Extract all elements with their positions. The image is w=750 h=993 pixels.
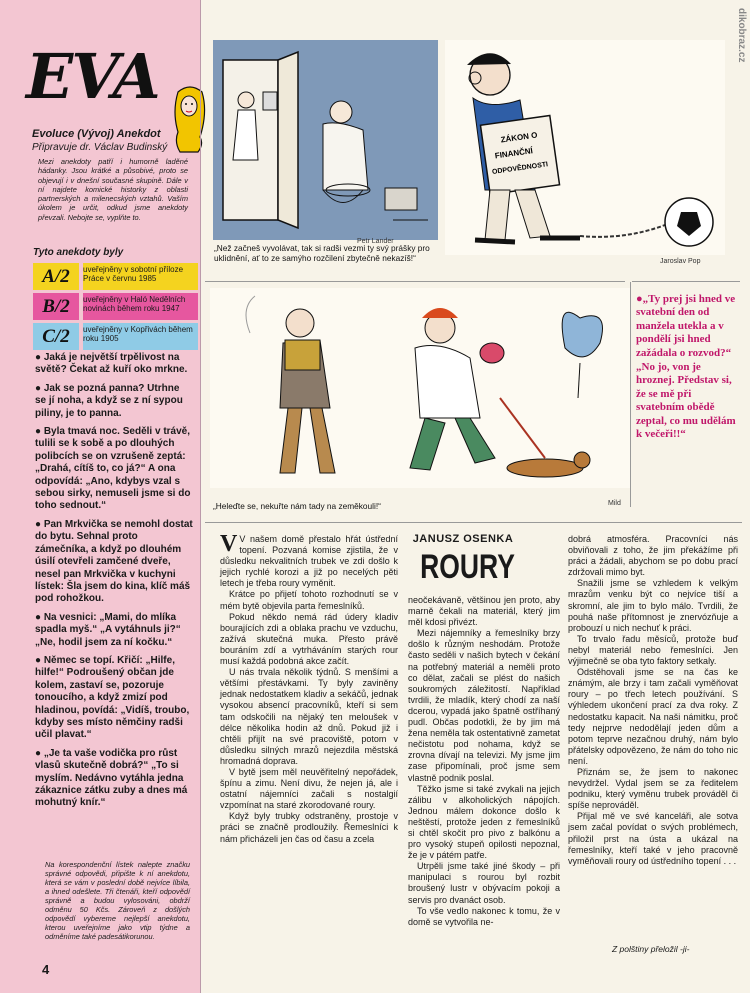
column-subtitle: Připravuje dr. Václav Budinský	[32, 142, 168, 153]
story-paragraph: To vše vedlo nakonec k tomu, že v domě se vytvořila ne-	[408, 905, 560, 927]
story-paragraph: Utrpěli jsme také jiné škody – při manipulaci s rourou byl rozbit broušený lustr v obývacím pokoji a servis pro dvanáct osob.	[408, 861, 560, 905]
source-text: uveřejněny v Kopřivách během roku 1905	[83, 323, 198, 350]
story-paragraph: Krátce po přijetí tohoto rozhodnutí se v mém bytě objevila parta řemeslníků.	[220, 589, 398, 611]
site-watermark: dikobraz.cz	[736, 8, 747, 63]
joke: ● Němec se topí. Křičí: „Hilfe, hilfe!“ Podroušený občan jde kolem, zastaví se, pozoruje tonoucího, a když zmizí pod hladinou, povídá: „Vidíš, troubo, kdyby ses místo němčiny radši učil plavat.“	[35, 654, 190, 741]
cartoon-caption: „Heleďte se, nekuřte nám tady na zeměkouli!“	[213, 501, 381, 511]
story-paragraph: Odstěhovali jsme se na čas ke známým, ale brzy i tam začali vyměňovat roury – po třech letech používání. S výhledem ukončení prací za dva roky. Z nedostatku kapacit. Na naši námitku, proč tedy nejprve nedodělají jeden dům a potom teprve nezačnou druhý, nám bylo přátelsky odpovězeno, že nám do toho nic není.	[568, 667, 738, 766]
story-paragraph: Když byly trubky odstraněny, prostoje v práci se značně prodloužily. Řemeslníci k nám přicházeli jen čas od času a zcela	[220, 811, 398, 844]
section-divider	[632, 281, 740, 282]
translator-credit: Z polštiny přeložil -ji-	[612, 944, 690, 954]
intro-text: Mezi anekdoty patří i humorně laděné hádanky. Jsou krátké a působivé, proto se objevují i v dnešní současné skupině. Dále v ní najdete komické historky z oblasti partnerských a milenecských vztahů. Vaším úkolem je určit, odkud jsme anekdoty převzali. Nebojte se, vyplňte to.	[38, 157, 188, 222]
cartoon-author: Mild	[608, 500, 621, 507]
svg-text:FINANČNÍ: FINANČNÍ	[494, 146, 534, 161]
cartoon-author: Jaroslav Pop	[660, 258, 701, 265]
cartoon-darkroom-drawing-icon	[213, 40, 438, 240]
section-divider	[205, 522, 742, 523]
page-number: 4	[42, 962, 50, 977]
story-paragraph: dobrá atmosféra. Pracovníci nás obviňovali z toho, že jim překážíme při práci a žádali, abychom se po dobu prací zdržovali mimo byt.	[568, 534, 738, 578]
section-divider	[205, 281, 625, 282]
story-column-3	[568, 534, 738, 867]
source-text: uveřejněny v sobotní příloze Práce v červnu 1985	[83, 263, 198, 290]
joke: ● Na vesnici: „Mami, do mlíka spadla myš.“ „A vytáhnuls ji?“ „Ne, hodil jsem za ní kočku.“	[35, 611, 181, 648]
cartoon-ball-and-chain	[445, 40, 725, 255]
sources-heading: Tyto anekdoty byly	[33, 247, 124, 258]
story-paragraph: Přiznám se, že jsem to nakonec nevydržel. Vydal jsem se za ředitelem podniku, který vyměnu trubek prováděl či spíše neprováděl.	[568, 766, 738, 811]
source-text: uveřejněny v Haló Nedělních novinách během roku 1947	[83, 293, 198, 320]
eva-logo	[20, 40, 195, 120]
story-paragraph	[220, 531, 398, 589]
story-author: JANUSZ OSENKA	[412, 533, 514, 545]
cartoon-darkroom	[213, 40, 438, 240]
jokes-list	[35, 352, 193, 816]
sign-text: ZÁKON O	[500, 130, 538, 145]
column-title	[32, 128, 192, 154]
pink-joke-question: ●„Ty prej jsi hned ve svatební den od manžela utekla a v pondělí jsi hned zažádala o rozvod?“	[636, 293, 736, 359]
logo-text: EVA	[26, 40, 159, 113]
story-paragraph: U nás trvala několik týdnů. S menšími a většími přestávkami. Ty byly zaviněny jednak nedostatkem kladiv a sekáčů, jednak vysokou absencí pracovníků, kteří si sem tam odskočili na nějaký ten meloušek v délce několika hodin až dnů. Pokud již i chtěli přijít na své pracoviště, potom v důsledku silných mrazů nejezdila městská hromadná doprava.	[220, 667, 398, 766]
sidebar-divider	[200, 0, 201, 993]
source-option-c	[33, 323, 200, 350]
story-paragraph: neočekávaně, většinou jen proto, aby marně čekali na materiál, který jim měl kdosi přivézt.	[408, 595, 560, 628]
story-paragraph: Přijal mě ve své kanceláři, ale sotva jsem začal povídat o svých problémech, přiložil prst na ústa a ukázal na řemeslníky, kteří také v jeho pracovně vyměňovali roury od ústředního topení . . .	[568, 811, 738, 866]
cartoon-ball-chain-drawing-icon	[445, 40, 725, 255]
joke: ● Byla tmavá noc. Seděli v trávě, tulili se k sobě a po dlouhých polibcích se on vzrušeně zeptá: „Drahá, cítíš to, co já?“ A ona odpovídá: „Ano, kdybys vzal s sebou sirky, nemuseli jsme si do toho sednout.“	[35, 426, 191, 512]
joke: ● Jaká je největší trpělivost na světě? Čekat až kuří oko mrkne.	[35, 352, 188, 376]
sidebar	[0, 0, 200, 993]
source-option-a	[33, 263, 200, 290]
column-title-text: Evoluce (Vývoj) Anekdot	[32, 128, 161, 140]
joke: ● Pan Mrkvička se nemohl dostat do bytu. Sehnal proto zámečníka, a když po dlouhém úsilí otevřeli zamčené dveře, nesel pan Mrkvička v kuchyni lístek: Šla jsem do kina, klíč máš pod rohožkou.	[35, 518, 193, 605]
story-paragraph: Těžko jsme si také zvykali na jejich zálibu v alkoholických nápojích. Jednou málem dokonce došlo k neštěstí, protože jeden z řemeslníků si chtěl skočit pro pivo z balkónu a pro vysoký stupeň opilosti nepoznal, že je v pátém patře.	[408, 783, 560, 861]
story-paragraph-text: V našem domě přestalo hřát ústřední topení. Pozvaná komise zjistila, že v důsledku nekvalitních trubek ve zdi došlo k jejich rychlé korozi a již po necelých pěti letech je třeba roury vyměnit.	[220, 534, 398, 589]
cartoon-smoking	[210, 288, 630, 488]
story-paragraph: Snažili jsme se vzhledem k velkým mrazům venku být co nejvíce tiší a skromní, ale jim to bylo málo. Tvrdili, že pouhá naše přítomnost je znervózňuje a probouzí u nich nechuť k práci.	[568, 578, 738, 633]
source-code: A/2	[33, 263, 79, 290]
cartoon-smoking-drawing-icon	[210, 288, 630, 488]
story-paragraph: Mezi nájemníky a řemeslníky brzy došlo k různým neshodám. Protože často seděli v našich bytech v čekání na potřebný materiál a neměli proto co dělat, začali se plést do našich soukromých záležitostí. Například tvrdili, že mladík, který chodí za naší dcerou, vypadá jako špatně ostříhaný pudl. Občas podotkli, že by jim má žena neměla tak ostentativně zametat nečistotu pod nohama, když se zrovna dívají na televizi. My jsme jim zase připomínali, proč jsme sem vlastně podnik poslal.	[408, 628, 560, 783]
cartoon-author: Petr Lander	[357, 238, 394, 245]
source-option-b	[33, 293, 200, 320]
pink-joke-answer: „No jo, von je hroznej. Představ si, že se mě při svatebním obědě zeptal, co mu udělám k večeři!!“	[636, 361, 736, 441]
contest-footnote: Na korespondenční lístek nalepte značku správné odpovědi, připište k ní anekdotu, která se vám v poslední době nejvíce líbila, a ihned odešlete. Tři čtenáři, kteří odpovědí správně a budou vylosováni, obdrží odměnu 50 Kčs. Zároveň z došlých odpovědí vybereme nejlepší anekdotu, kterou uveřejníme jako vtip týdne a odměníme také padesátikorunou.	[45, 860, 190, 941]
source-code: C/2	[33, 323, 79, 350]
story-paragraph: V bytě jsem měl neuvěřitelný nepořádek, špínu a zimu. Není divu, že nejen já, ale i ostatní nájemníci začali s nostalgií vzpomínat na staré zkorodované roury.	[220, 766, 398, 811]
story-column-1	[220, 531, 398, 845]
source-code: B/2	[33, 293, 79, 320]
drop-cap: V	[220, 531, 238, 557]
cartoon-caption: „Než začneš vyvolávat, tak si radši vezmi ty svý prášky pro uklidnění, ať to ze samýho rozčilení zbytečně nekazíš!“	[214, 243, 430, 263]
story-title: ROURY	[420, 548, 515, 586]
story-column-2	[408, 595, 560, 928]
column-divider	[630, 282, 631, 507]
joke: ● Jak se pozná panna? Utrhne se jí noha, a když se z ní sypou piliny, je to panna.	[35, 382, 183, 419]
story-paragraph: Pokud někdo nemá rád údery kladiv bourajících zdi a oblaka prachu ve vzduchu, zažívá skutečná muka. Přesto právě bouráním zdí a vytrháváním starých rour musí každá podobná akce začít.	[220, 611, 398, 667]
svg-text:ODPOVĚDNOSTI: ODPOVĚDNOSTI	[491, 161, 549, 177]
joke: ● „Je ta vaše vodička pro růst vlasů skutečně dobrá?“ „To si myslím. Nedávno vytáhla jedna zákaznice zátku zuby a dnes má mohutný knír.“	[35, 747, 188, 809]
pink-joke	[636, 293, 736, 442]
story-paragraph: To trvalo řadu měsíců, protože buď nebyl materiál nebo řemeslníci. Jen výjimečně se oba tyto faktory setkaly.	[568, 633, 738, 667]
